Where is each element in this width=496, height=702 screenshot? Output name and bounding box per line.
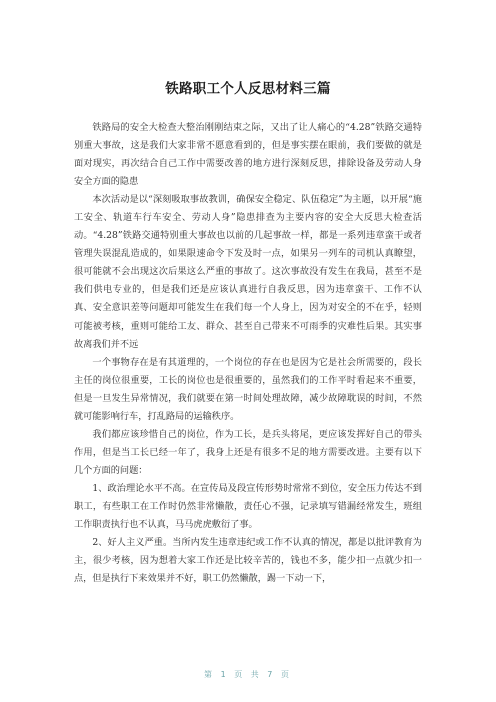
paragraph: 本次活动是以“深刻吸取事故教训，确保安全稳定、队伍稳定”为主题，以开展“施工安全、轨道车行车安全、劳动人身”隐患排查为主要内容的安全大反思大检查活动。“4.28”铁路交通特别重大事故也以前的几起事故一样，都是一系列违章蛮干或者管理失误混乱造成的，如果限速命令下发及时一点，如果另一列车的司机认真瞭望，很可能就不会出现这次后果这么严重的事故了。这次事故没有发生在我局，甚至不是我们供电专业的，但是我们还是应该认真进行自我反思，因为违章蛮干、工作不认真、安全意识差等问题却可能发生在我们每一个人身上，因为对安全的不在乎，轻则可能被考核，重则可能给工友、群众、甚至自己带来不可雨季的灾难性后果。其实事故离我们并不远 xyxy=(74,194,422,350)
paragraph: 我们都应该珍惜自己的岗位，作为工长，是兵头将尾，更应该发挥好自己的带头作用，但是当工长已经一年了，我身上还是有很多不足的地方需要改进。主要有以下几个方面的问题： xyxy=(74,428,422,476)
document-body xyxy=(74,119,422,588)
paragraph: 2、好人主义严重。当所内发生违章违纪或工作不认真的情况，都是以批评教育为主，很少考核，因为想着大家工作还是比较辛苦的，钱也不多，能少扣一点就少扣一点，但是执行下来效果并不好，职工仍然懒散，踢一下动一下， xyxy=(74,537,422,585)
page-number-footer: 第 1 页 共 7 页 xyxy=(204,670,292,679)
document-title: 铁路职工个人反思材料三篇 xyxy=(165,81,331,97)
paragraph: 铁路局的安全大检查大整治刚刚结束之际，又出了让人痛心的“4.28”铁路交通特别重大事故，这是我们大家非常不愿意看到的，但是事实摆在眼前，我们要做的就是面对现实，再次结合自己工作中需要改善的地方进行深刻反思，排除设备及劳动人身安全方面的隐患 xyxy=(74,122,422,188)
paragraph: 1、政治理论水平不高。在宣传局及段宣传形势时常常不到位，安全压力传达不到职工，有些职工在工作时仍然非常懒散，责任心不强，记录填写错漏经常发生，班组工作职责执行也不认真，马马虎虎敷衍了事。 xyxy=(74,482,422,531)
paragraph: 一个事物存在是有其道理的，一个岗位的存在也是因为它是社会所需要的，段长主任的岗位很重要，工长的岗位也是很重要的，虽然我们的工作平时看起来不重要，但是一旦发生异常情况，我们就要在第一时间处理故障，减少故障耽误的时间，不然就可能影响行车，打乱路局的运输秩序。 xyxy=(74,356,422,422)
